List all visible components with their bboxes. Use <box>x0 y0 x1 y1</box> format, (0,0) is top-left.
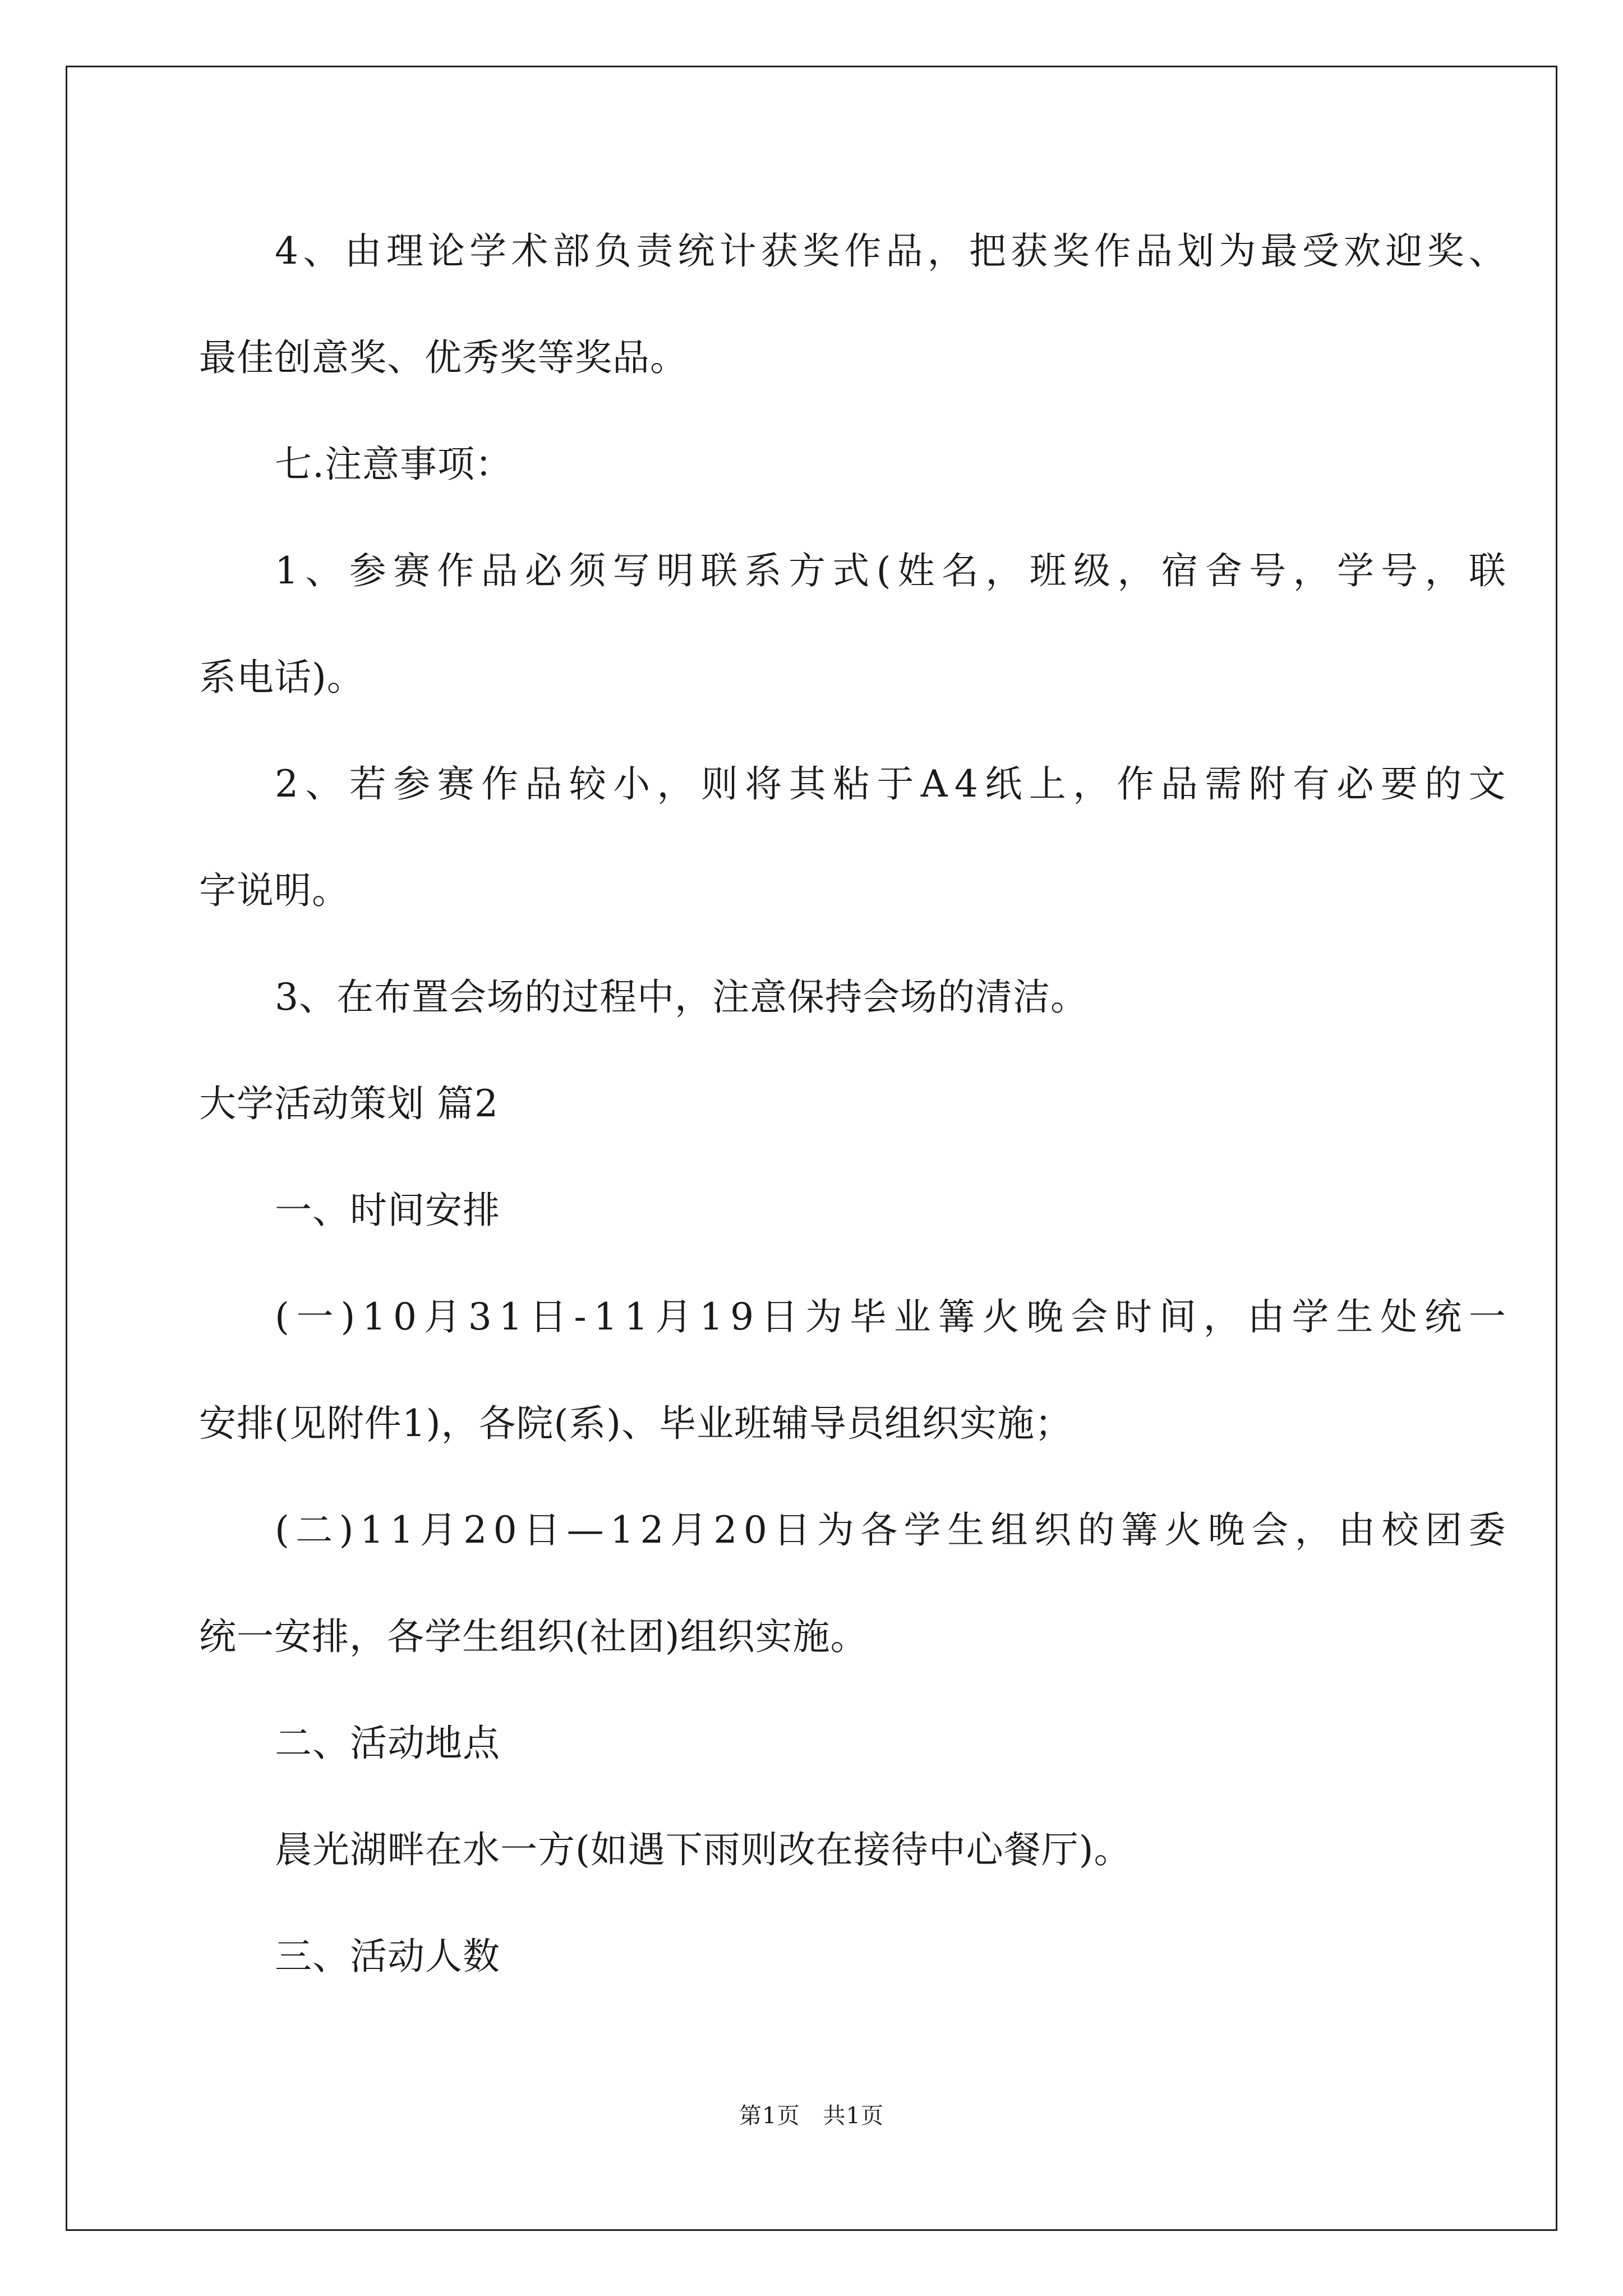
paragraph-line: ( 一 ) 1 0 月 3 1 日 - 1 1 月 1 9 日 为 毕 业 篝 火 晚 会 时 间 ， 由 学 生 处 统 一 <box>275 1295 1506 1338</box>
section-heading: 一、时间安排 <box>275 1189 500 1232</box>
paragraph-line: 3、在布置会场的过程中，注意保持会场的清洁。 <box>275 976 1088 1019</box>
page-footer <box>0 2105 1623 2127</box>
paragraph-line: 1 、 参 赛 作 品 必 须 写 明 联 系 方 式 ( 姓 名 ， 班 级 ， 宿 舍 号 ， 学 号 ， 联 <box>275 549 1506 592</box>
article-title: 大学活动策划 篇2 <box>199 1082 499 1125</box>
paragraph-line: 安排(见附件1)，各院(系)、毕业班辅导员组织实施； <box>199 1402 1072 1445</box>
section-heading: 七.注意事项： <box>275 443 513 486</box>
paragraph-line: 2 、 若 参 赛 作 品 较 小 ， 则 将 其 粘 于 A 4 纸 上 ， 作 品 需 附 有 必 要 的 文 <box>275 762 1506 806</box>
paragraph-line: 晨光湖畔在水一方(如遇下雨则改在接待中心餐厅)。 <box>275 1828 1132 1871</box>
section-heading: 三、活动人数 <box>275 1935 500 1978</box>
section-heading: 二、活动地点 <box>275 1722 500 1765</box>
paragraph-line: 系电话)。 <box>199 656 365 699</box>
paragraph-line: 统一安排，各学生组织(社团)组织实施。 <box>199 1615 868 1658</box>
paragraph-line: 最佳创意奖、优秀奖等奖品。 <box>199 336 688 379</box>
page-border <box>66 66 1557 2231</box>
paragraph-line: 字说明。 <box>199 869 349 912</box>
page-number: 第1页 共1页 <box>739 2103 884 2129</box>
paragraph-line: ( 二 ) 1 1 月 2 0 日 — 1 2 月 2 0 日 为 各 学 生 组 织 的 篝 火 晚 会 ， 由 校 团 委 <box>275 1508 1506 1552</box>
paragraph-line: 4 、 由 理 论 学 术 部 负 责 统 计 获 奖 作 品 ， 把 获 奖 作 品 划 为 最 受 欢 迎 奖 、 <box>275 229 1506 273</box>
